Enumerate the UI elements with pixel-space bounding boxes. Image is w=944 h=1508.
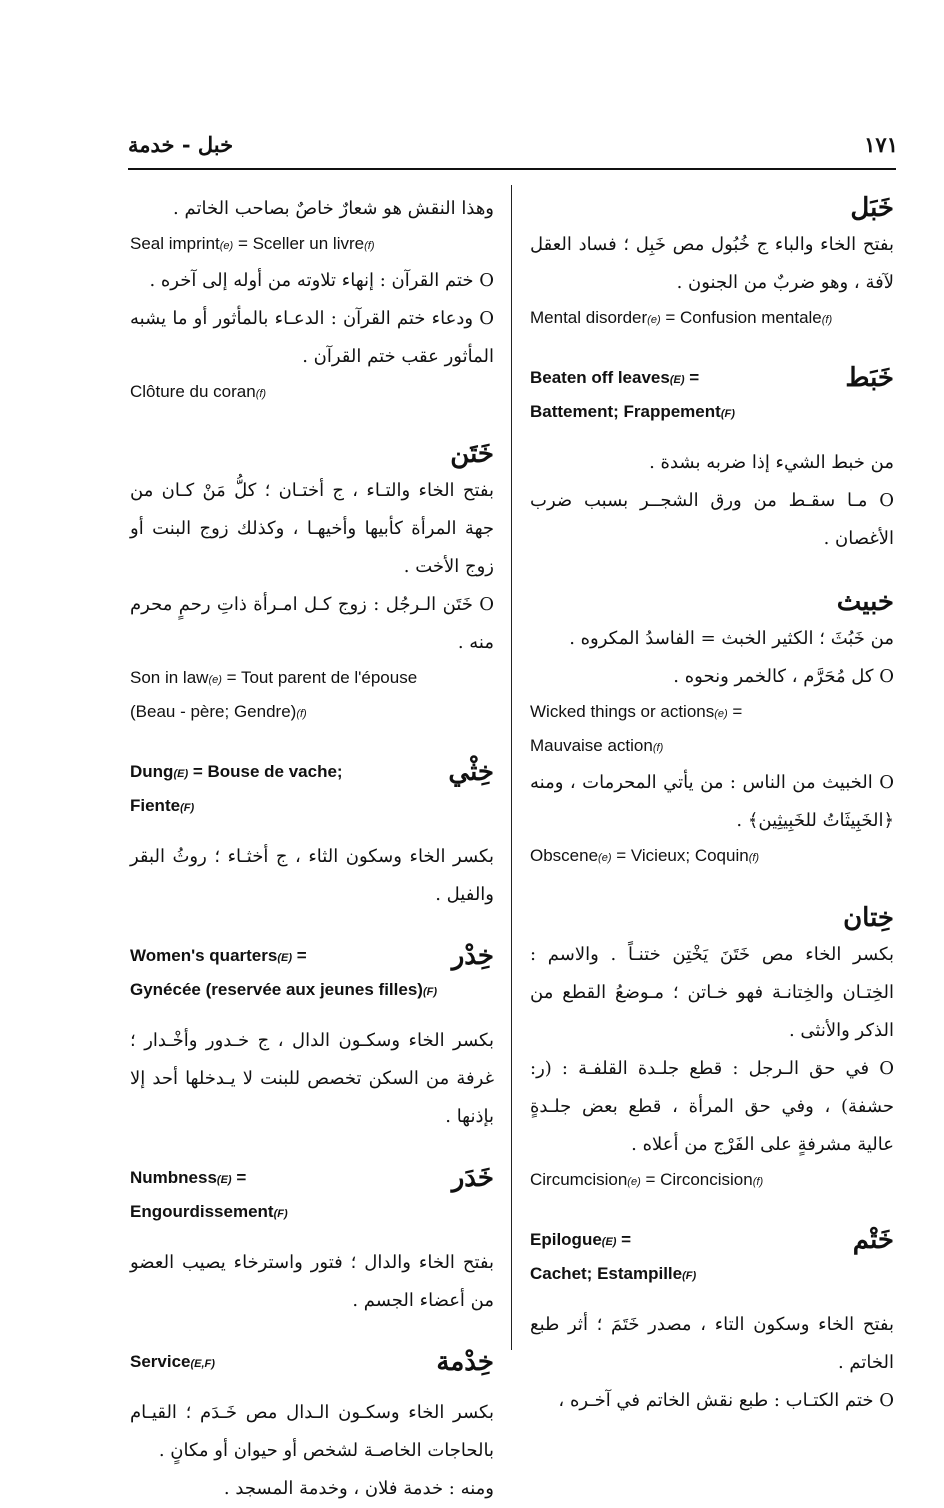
translation-text: = xyxy=(616,1230,632,1249)
language-tag: (F) xyxy=(682,1270,697,1282)
definition-text: بفتح الخاء والباء ج خُبُول مص خَبِل ؛ فساد العقل لآفة ، وهو ضربٌ من الجنون . xyxy=(530,234,894,293)
entry-spacer xyxy=(130,730,494,756)
left-column xyxy=(130,190,494,1508)
entry-headword: خِثْي xyxy=(448,757,494,787)
definition-text: بكسر الخاء وسكون الثاء ، ج أخثـاء ؛ روثُ البقر والفيل . xyxy=(130,846,494,905)
translation-text: = Sceller un livre xyxy=(233,234,365,253)
entry-title-block xyxy=(530,362,894,430)
entry-title-en xyxy=(130,1196,494,1230)
entry-spacer xyxy=(130,914,494,940)
entry-headword: خَبَط xyxy=(845,363,894,393)
entry-spacer xyxy=(130,1230,494,1244)
dictionary-entry xyxy=(530,336,894,558)
translation-line xyxy=(130,662,494,696)
dictionary-entry xyxy=(130,730,494,914)
entry-headword: خِدْر xyxy=(451,941,494,971)
entry-headword: خَتْم xyxy=(852,1225,894,1255)
translation-text: Wicked things or actions xyxy=(530,702,715,721)
translation-text: Engourdissement xyxy=(130,1202,274,1221)
entry-title-en xyxy=(530,1258,894,1292)
entry-title-en xyxy=(530,1224,894,1258)
dictionary-entry xyxy=(130,410,494,730)
language-tag: (e) xyxy=(219,240,234,252)
translation-line xyxy=(530,302,894,336)
entry-title-block xyxy=(530,1224,894,1292)
translation-text: Women's quarters xyxy=(130,946,278,965)
entry-spacer xyxy=(530,336,894,362)
language-tag: (f) xyxy=(752,1176,764,1188)
dictionary-entry xyxy=(530,558,894,874)
translation-text: = Circoncision xyxy=(640,1170,753,1189)
translation-text: Epilogue xyxy=(530,1230,602,1249)
definition-text: O ودعاء ختم القرآن : الدعـاء بالمأثور أو ما يشبه المأثور عقب ختم القرآن . xyxy=(130,308,494,367)
language-tag: (E) xyxy=(601,1236,617,1248)
definition-text: بفتح الخاء وسكون التاء ، مصدر خَتَمَ ؛ أثر طبع الخاتم . xyxy=(530,1314,894,1373)
entry-headword: خَبَل xyxy=(850,193,894,223)
column-divider xyxy=(511,185,512,1350)
definition-text: بفتح الخاء والتـاء ، ج أختـان ؛ كلُّ مَنْ كـان من جهة المرأة كأبيها وأخيهـا ، وكذلك زوج البنت أو زوج الأخت . xyxy=(130,480,494,577)
entry-title-en xyxy=(530,396,894,430)
translation-line xyxy=(530,840,894,874)
translation-text: Cachet; Estampille xyxy=(530,1264,683,1283)
language-tag: (F) xyxy=(180,802,195,814)
translation-text: = Tout parent de l'épouse xyxy=(221,668,418,687)
definition-text: بفتح الخاء والدال ؛ فتور واسترخاء يصيب العضو من أعضاء الجسم . xyxy=(130,1252,494,1311)
translation-text: Service xyxy=(130,1352,191,1371)
translation-text: Mental disorder xyxy=(530,308,648,327)
translation-text: = xyxy=(684,368,700,387)
language-tag: (f) xyxy=(821,314,833,326)
entry-title-en xyxy=(530,362,894,396)
translation-line xyxy=(130,696,494,730)
entry-spacer xyxy=(130,1136,494,1162)
definition-text: بكسر الخاء مص خَتَنَ يَخْتِن ختنـاً . والاسم : الخِتـان والخِتانـة فهو خـاتن ؛ مـوضعُ القطع من الذكر والأنثى . xyxy=(530,944,894,1041)
entry-spacer xyxy=(130,1320,494,1346)
entry-headword: خَتَن xyxy=(450,439,494,469)
entry-title-en xyxy=(130,790,494,824)
translation-text: Clôture du coran xyxy=(130,382,256,401)
language-tag: (F) xyxy=(720,408,735,420)
language-tag: (F) xyxy=(422,986,437,998)
entry-spacer xyxy=(130,1380,494,1394)
translation-text: Seal imprint xyxy=(130,234,220,253)
entry-headword: خِتان xyxy=(843,903,894,933)
language-tag: (f) xyxy=(652,742,664,754)
entry-headword: خبيث xyxy=(836,587,894,617)
definition-text: O كل مُحَرَّم ، كالخمر ونحوه . xyxy=(673,666,894,687)
translation-text: Fiente xyxy=(130,796,181,815)
dictionary-entry xyxy=(530,1198,894,1420)
translation-text: = Bouse de vache; xyxy=(188,762,343,781)
entry-spacer xyxy=(130,1008,494,1022)
entry-spacer xyxy=(530,430,894,444)
translation-text: Numbness xyxy=(130,1168,217,1187)
language-tag: (e) xyxy=(647,314,661,326)
language-tag: (f) xyxy=(255,388,267,400)
dictionary-entry xyxy=(130,1320,494,1508)
entry-title-block xyxy=(130,940,494,1008)
entry-title-en xyxy=(130,974,494,1008)
definition-text: O خَتَن الـرجُل : زوج كـل امـرأة ذاتِ رحمٍ محرم منه . xyxy=(130,594,494,653)
language-tag: (E) xyxy=(173,768,189,780)
entry-title-block xyxy=(130,756,494,824)
entry-spacer xyxy=(530,1292,894,1306)
entry-title-en xyxy=(130,940,494,974)
translation-text: Beaten off leaves xyxy=(530,368,670,387)
entry-spacer xyxy=(530,558,894,584)
translation-text: Son in law xyxy=(130,668,209,687)
translation-text: = xyxy=(292,946,307,965)
dictionary-entry xyxy=(130,914,494,1136)
definition-text: بكسر الخاء وسكـون الدال ، ج خـدور وأخْـدار ؛ غرفة من السكن تخصص للبنت لا يـدخلها أحد إلا بإذنها . xyxy=(130,1030,494,1127)
page-number: ١٧١ xyxy=(864,132,898,157)
translation-line xyxy=(130,228,494,262)
definition-text: O في حق الـرجل : قطع جلـدة القلفـة : (ر: حشفة) ، وفي حق المرأة ، قطع بعض جلـدةٍ عالية مشرفةٍ على الفَرْج من أعلاه . xyxy=(530,1058,894,1155)
definition-text: O ختم الكتـاب : طبع نقش الخاتم في آخـره ، xyxy=(558,1390,894,1411)
entry-title-block xyxy=(130,1162,494,1230)
header-rule xyxy=(128,168,896,170)
language-tag: (f) xyxy=(364,240,375,252)
language-tag: (f) xyxy=(296,708,307,720)
entry-spacer xyxy=(130,410,494,436)
entry-headword: خِدْمة xyxy=(436,1347,494,1377)
language-tag: (f) xyxy=(748,852,760,864)
translation-text: = Vicieux; Coquin xyxy=(611,846,749,865)
dictionary-entry xyxy=(530,874,894,1198)
language-tag: (E) xyxy=(277,952,292,964)
dictionary-entry xyxy=(130,1136,494,1320)
entry-spacer xyxy=(130,824,494,838)
entry-headword: خَدَر xyxy=(451,1163,494,1193)
dictionary-entry xyxy=(130,190,494,410)
definition-text: وهذا النقش هو شعارٌ خاصٌ بصاحب الخاتم . xyxy=(173,198,494,219)
entry-title-block xyxy=(130,1346,494,1380)
definition-text: ومنه : خدمة فلان ، وخدمة المسجد . xyxy=(223,1478,494,1499)
definition-text: O مـا سقـط من ورق الشجــر بسبب ضرب الأغصان . xyxy=(530,490,894,549)
language-tag: (E) xyxy=(216,1174,232,1186)
entry-title-en xyxy=(130,1162,494,1196)
definition-text: بكسر الخاء وسكـون الـدال مص خَـدَم ؛ القيـام بالحاجات الخاصـة لشخص أو حيوان أو مكانٍ . xyxy=(130,1402,494,1461)
translation-text: Battement; Frappement xyxy=(530,402,721,421)
translation-text: Dung xyxy=(130,762,174,781)
translation-text: (Beau - père; Gendre) xyxy=(130,702,297,721)
language-tag: (E,F) xyxy=(190,1358,215,1370)
language-tag: (E) xyxy=(669,374,685,386)
translation-line xyxy=(530,696,894,730)
definition-text: O الخبيث من الناس : من يأتي المحرمات ، ومنه ﴿الخَبِيثَاتُ للخَبِيثِين﴾ . xyxy=(530,772,894,831)
translation-line xyxy=(130,376,494,410)
language-tag: (F) xyxy=(273,1208,288,1220)
translation-text: Gynécée (reservée aux jeunes filles) xyxy=(130,980,423,999)
page-header-range: خبل - خدمة xyxy=(128,132,234,157)
translation-text: Circumcision xyxy=(530,1170,628,1189)
entry-spacer xyxy=(530,874,894,900)
language-tag: (e) xyxy=(627,1176,641,1188)
translation-text: = xyxy=(727,702,743,721)
definition-text: من خبط الشيء إذا ضربه بشدة . xyxy=(649,452,894,473)
translation-text: = Confusion mentale xyxy=(660,308,822,327)
entry-spacer xyxy=(530,1198,894,1224)
translation-line xyxy=(530,1164,894,1198)
language-tag: (e) xyxy=(208,674,222,686)
entry-title-en xyxy=(130,756,494,790)
translation-text: Mauvaise action xyxy=(530,736,653,755)
translation-text: = xyxy=(231,1168,247,1187)
translation-text: Obscene xyxy=(530,846,599,865)
right-column xyxy=(530,190,894,1420)
translation-line xyxy=(530,730,894,764)
dictionary-entry xyxy=(530,190,894,336)
definition-text: من خَبُثَ ؛ الكثير الخبث = الفاسدُ المكروه . xyxy=(569,628,894,649)
language-tag: (e) xyxy=(714,708,728,720)
language-tag: (e) xyxy=(598,852,612,864)
definition-text: O ختم القرآن : إنهاء تلاوته من أوله إلى آخره . xyxy=(149,270,494,291)
